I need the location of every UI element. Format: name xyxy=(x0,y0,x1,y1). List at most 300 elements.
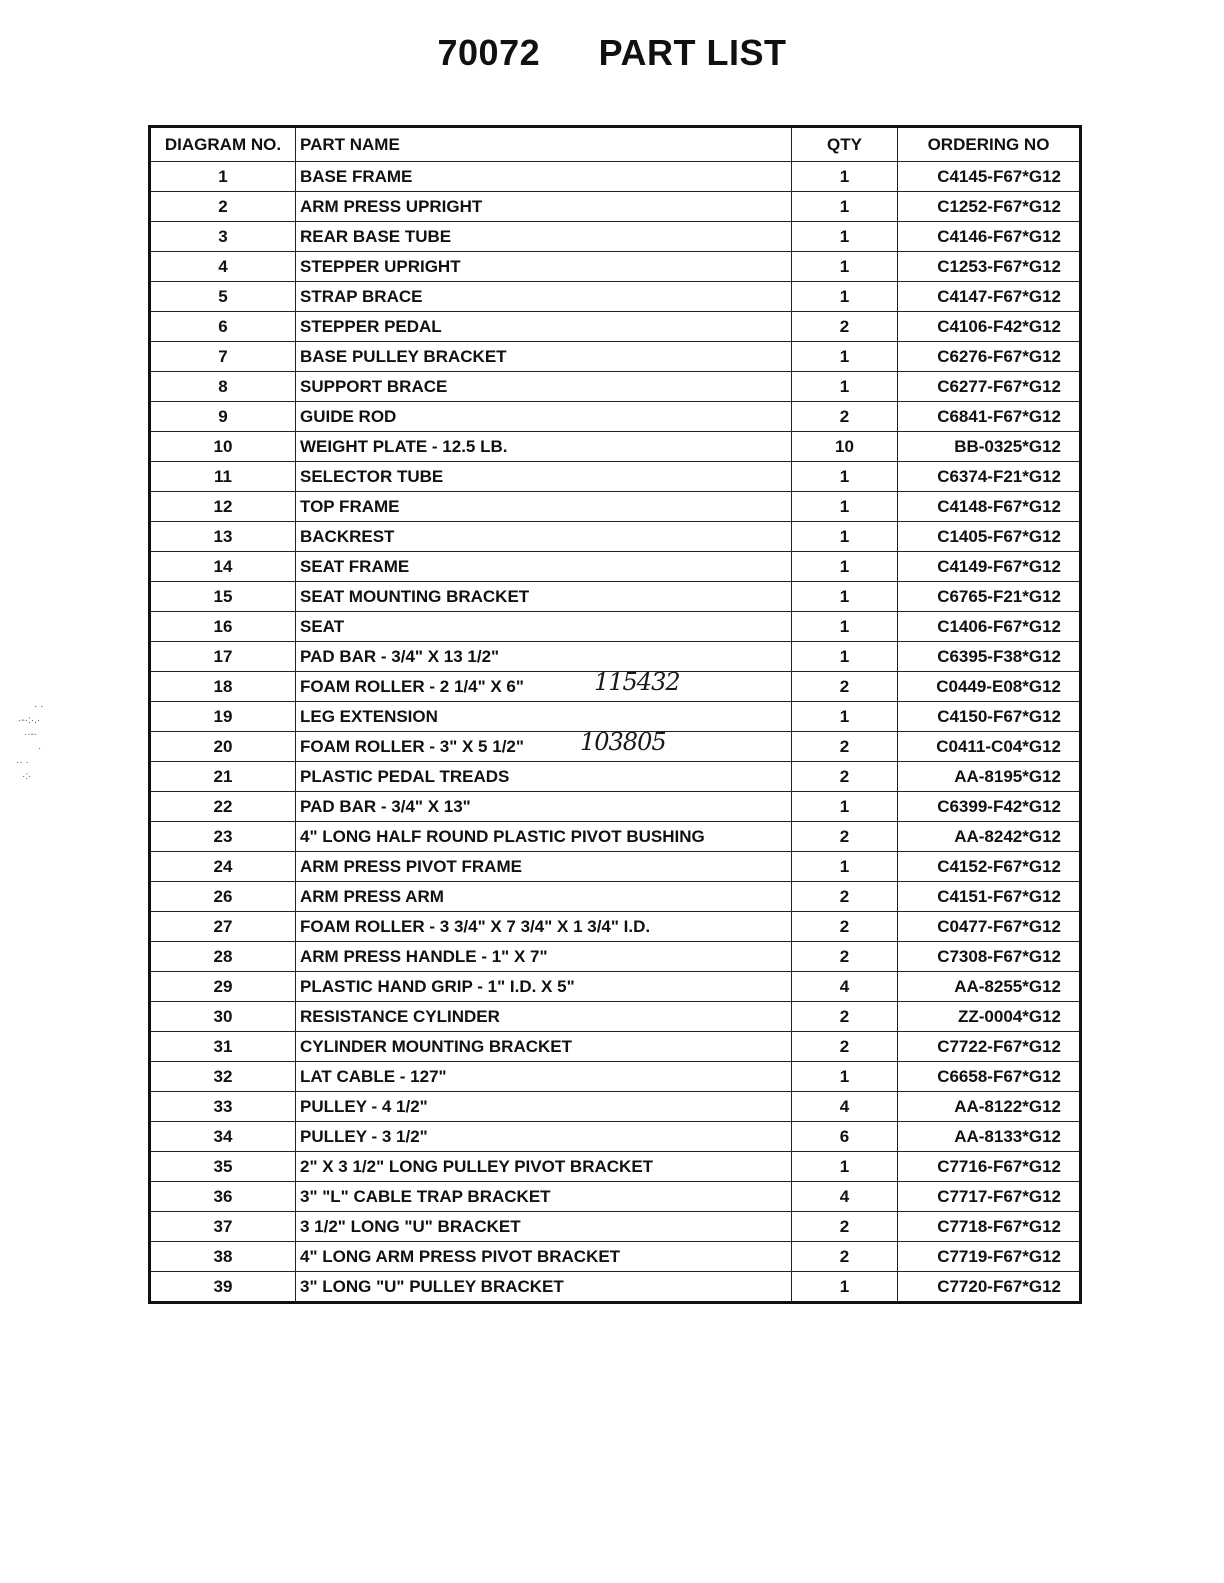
part-name-cell xyxy=(296,1002,792,1032)
qty-cell xyxy=(792,222,898,252)
part-name-cell xyxy=(296,1062,792,1092)
diagram-no-cell xyxy=(150,852,296,882)
table-row xyxy=(150,1242,1081,1272)
qty-cell xyxy=(792,1182,898,1212)
diagram-no-cell-text: 19 xyxy=(213,707,233,726)
diagram-no-cell-text: 36 xyxy=(213,1187,233,1206)
ordering-no-cell-text: C6765-F21*G12 xyxy=(937,587,1061,606)
part-name-cell-text: FOAM ROLLER - 3" X 5 1/2" xyxy=(300,737,524,756)
qty-cell xyxy=(792,312,898,342)
diagram-no-cell xyxy=(150,282,296,312)
diagram-no-cell xyxy=(150,882,296,912)
table-row xyxy=(150,822,1081,852)
ordering-no-cell xyxy=(898,672,1081,702)
qty-cell-text: 2 xyxy=(839,1247,850,1266)
diagram-no-cell-text: 22 xyxy=(213,797,233,816)
diagram-no-cell-text: 16 xyxy=(213,617,233,636)
diagram-no-cell-text: 11 xyxy=(214,467,232,486)
table-row xyxy=(150,282,1081,312)
qty-cell-text: 10 xyxy=(835,437,854,456)
ordering-no-cell-text: C1252-F67*G12 xyxy=(937,197,1061,216)
qty-cell-text: 1 xyxy=(839,467,850,486)
qty-cell xyxy=(792,432,898,462)
ordering-no-cell-text: C4150-F67*G12 xyxy=(937,707,1061,726)
ordering-no-cell-text: AA-8255*G12 xyxy=(954,977,1061,996)
part-name-cell xyxy=(296,668,792,702)
part-name-cell-text: STRAP BRACE xyxy=(300,287,423,306)
qty-cell xyxy=(792,1092,898,1122)
part-name-cell xyxy=(296,552,792,582)
diagram-no-cell xyxy=(150,432,296,462)
diagram-no-cell xyxy=(150,522,296,552)
ordering-no-cell-text: BB-0325*G12 xyxy=(954,437,1061,456)
ordering-no-cell-text: C6276-F67*G12 xyxy=(937,347,1061,366)
ordering-no-cell-text: C6277-F67*G12 xyxy=(937,377,1061,396)
diagram-no-cell-text: 30 xyxy=(213,1007,233,1026)
part-name-cell xyxy=(296,252,792,282)
ordering-no-cell-text: C0477-F67*G12 xyxy=(937,917,1061,936)
ordering-no-cell-text: C6374-F21*G12 xyxy=(937,467,1061,486)
part-name-cell-text: ARM PRESS UPRIGHT xyxy=(300,197,483,216)
table-row xyxy=(150,912,1081,942)
table-row xyxy=(150,582,1081,612)
qty-cell-text: 2 xyxy=(839,1037,850,1056)
ordering-no-cell xyxy=(898,612,1081,642)
diagram-no-cell xyxy=(150,1062,296,1092)
table-row xyxy=(150,1152,1081,1182)
ordering-no-cell xyxy=(898,642,1081,672)
scan-specks: · · ·-·:·.· ··-· · ·· · ·:· xyxy=(16,701,44,782)
part-name-cell-text: 4" LONG ARM PRESS PIVOT BRACKET xyxy=(300,1247,621,1266)
diagram-no-cell xyxy=(150,612,296,642)
part-name-cell-text: 2" X 3 1/2" LONG PULLEY PIVOT BRACKET xyxy=(300,1157,654,1176)
part-name-cell xyxy=(296,1122,792,1152)
qty-cell-text: 1 xyxy=(839,347,850,366)
ordering-no-cell xyxy=(898,852,1081,882)
part-name-cell-text: BACKREST xyxy=(300,527,395,546)
ordering-no-cell xyxy=(898,552,1081,582)
diagram-no-cell-text: 31 xyxy=(213,1037,233,1056)
diagram-no-cell-text: 8 xyxy=(218,377,228,396)
table-row xyxy=(150,762,1081,792)
qty-cell-text: 2 xyxy=(839,917,850,936)
ordering-no-cell xyxy=(898,912,1081,942)
ordering-no-cell xyxy=(898,1032,1081,1062)
ordering-no-cell-text: C7308-F67*G12 xyxy=(937,947,1061,966)
ordering-no-cell-text: C4106-F42*G12 xyxy=(937,317,1061,336)
ordering-no-cell-text: C4151-F67*G12 xyxy=(937,887,1061,906)
qty-cell-text: 6 xyxy=(839,1127,850,1146)
part-name-cell xyxy=(296,222,792,252)
table-row xyxy=(150,642,1081,672)
ordering-no-cell-text: ZZ-0004*G12 xyxy=(958,1007,1061,1026)
qty-cell xyxy=(792,612,898,642)
qty-cell-text: 1 xyxy=(839,227,850,246)
table-row xyxy=(150,1002,1081,1032)
diagram-no-cell-text: 39 xyxy=(213,1277,233,1296)
diagram-no-cell xyxy=(150,1272,296,1303)
qty-cell xyxy=(792,462,898,492)
model-number: 70072 xyxy=(437,32,541,73)
diagram-no-cell-text: 14 xyxy=(213,557,233,576)
part-name-cell xyxy=(296,162,792,192)
table-row xyxy=(150,612,1081,642)
part-name-cell-text: 4" LONG HALF ROUND PLASTIC PIVOT BUSHING xyxy=(300,827,705,846)
part-name-cell-text: RESISTANCE CYLINDER xyxy=(300,1007,500,1026)
part-name-cell-text: 3 1/2" LONG "U" BRACKET xyxy=(300,1217,521,1236)
part-name-cell-text: PULLEY - 3 1/2" xyxy=(300,1127,428,1146)
ordering-no-cell-text: C4147-F67*G12 xyxy=(937,287,1061,306)
part-name-cell xyxy=(296,1182,792,1212)
table-row xyxy=(150,492,1081,522)
ordering-no-cell xyxy=(898,1212,1081,1242)
qty-cell-text: 1 xyxy=(839,557,850,576)
diagram-no-cell-text: 21 xyxy=(213,767,233,786)
ordering-no-cell xyxy=(898,942,1081,972)
part-name-cell-text: FOAM ROLLER - 3 3/4" X 7 3/4" X 1 3/4" I.D. xyxy=(300,917,651,936)
qty-cell xyxy=(792,762,898,792)
diagram-no-cell xyxy=(150,162,296,192)
diagram-no-cell-text: 18 xyxy=(213,677,233,696)
qty-cell-text: 1 xyxy=(839,587,850,606)
diagram-no-cell xyxy=(150,252,296,282)
qty-cell xyxy=(792,522,898,552)
qty-cell-text: 4 xyxy=(839,1097,850,1116)
part-name-cell xyxy=(296,432,792,462)
qty-cell-text: 1 xyxy=(839,1157,850,1176)
part-name-cell xyxy=(296,822,792,852)
diagram-no-cell-text: 6 xyxy=(218,317,228,336)
handwritten-note: 103805 xyxy=(580,728,666,756)
diagram-no-cell-text: 23 xyxy=(213,827,233,846)
diagram-no-cell-text: 17 xyxy=(213,647,233,666)
ordering-no-cell-text: C7716-F67*G12 xyxy=(937,1157,1061,1176)
ordering-no-cell-text: C1405-F67*G12 xyxy=(937,527,1061,546)
qty-cell xyxy=(792,732,898,762)
table-row xyxy=(150,222,1081,252)
qty-cell xyxy=(792,792,898,822)
ordering-no-cell-text: C4152-F67*G12 xyxy=(937,857,1061,876)
qty-cell-text: 2 xyxy=(839,767,850,786)
ordering-no-cell-text: C1406-F67*G12 xyxy=(937,617,1061,636)
qty-cell-text: 2 xyxy=(839,947,850,966)
ordering-no-cell-text: C7719-F67*G12 xyxy=(937,1247,1061,1266)
diagram-no-cell xyxy=(150,1152,296,1182)
ordering-no-cell-text: AA-8133*G12 xyxy=(954,1127,1061,1146)
qty-cell xyxy=(792,252,898,282)
diagram-no-cell xyxy=(150,1092,296,1122)
table-row xyxy=(150,372,1081,402)
ordering-no-cell-text: C6395-F38*G12 xyxy=(937,647,1061,666)
qty-cell xyxy=(792,402,898,432)
diagram-no-cell xyxy=(150,762,296,792)
part-name-cell-text: BASE FRAME xyxy=(300,167,413,186)
table-row xyxy=(150,462,1081,492)
diagram-no-cell xyxy=(150,732,296,762)
diagram-no-cell xyxy=(150,582,296,612)
table-row xyxy=(150,672,1081,702)
part-name-cell xyxy=(296,1032,792,1062)
qty-cell-text: 1 xyxy=(839,707,850,726)
ordering-no-cell xyxy=(898,822,1081,852)
part-name-cell xyxy=(296,762,792,792)
diagram-no-cell-text: 13 xyxy=(213,527,233,546)
diagram-no-cell-text: 10 xyxy=(213,437,233,456)
table-row xyxy=(150,192,1081,222)
ordering-no-cell xyxy=(898,792,1081,822)
table-row xyxy=(150,1032,1081,1062)
ordering-no-cell-text: AA-8122*G12 xyxy=(954,1097,1061,1116)
qty-cell-text: 1 xyxy=(839,497,850,516)
part-name-cell xyxy=(296,728,792,762)
ordering-no-cell xyxy=(898,762,1081,792)
diagram-no-cell-text: 27 xyxy=(213,917,233,936)
qty-cell-text: 1 xyxy=(839,647,850,666)
part-name-cell xyxy=(296,462,792,492)
diagram-no-cell xyxy=(150,1212,296,1242)
qty-cell xyxy=(792,1272,898,1303)
qty-cell-text: 1 xyxy=(839,287,850,306)
ordering-no-cell-text: C4149-F67*G12 xyxy=(937,557,1061,576)
part-name-cell xyxy=(296,972,792,1002)
diagram-no-cell-text: 38 xyxy=(213,1247,233,1266)
table-row xyxy=(150,252,1081,282)
ordering-no-cell xyxy=(898,252,1081,282)
qty-cell-text: 1 xyxy=(839,197,850,216)
qty-cell-text: 2 xyxy=(839,407,850,426)
qty-cell-text: 2 xyxy=(839,887,850,906)
qty-cell xyxy=(792,852,898,882)
part-name-cell-text: BASE PULLEY BRACKET xyxy=(300,347,507,366)
ordering-no-cell-text: C6399-F42*G12 xyxy=(937,797,1061,816)
table-row xyxy=(150,732,1081,762)
ordering-no-cell xyxy=(898,582,1081,612)
table-row xyxy=(150,552,1081,582)
diagram-no-cell-text: 9 xyxy=(218,407,228,426)
ordering-no-cell xyxy=(898,192,1081,222)
diagram-no-cell xyxy=(150,1122,296,1152)
diagram-no-cell xyxy=(150,672,296,702)
table-row xyxy=(150,432,1081,462)
ordering-no-cell xyxy=(898,1002,1081,1032)
qty-cell-text: 1 xyxy=(839,257,850,276)
diagram-no-cell-text: 37 xyxy=(213,1217,233,1236)
qty-cell xyxy=(792,1032,898,1062)
handwritten-note: 115432 xyxy=(594,668,680,696)
qty-cell xyxy=(792,672,898,702)
qty-cell xyxy=(792,882,898,912)
part-name-cell xyxy=(296,582,792,612)
diagram-no-cell xyxy=(150,312,296,342)
page-title xyxy=(0,32,1224,74)
table-row xyxy=(150,1122,1081,1152)
ordering-no-cell xyxy=(898,972,1081,1002)
ordering-no-cell-text: C7717-F67*G12 xyxy=(937,1187,1061,1206)
diagram-no-cell xyxy=(150,1242,296,1272)
ordering-no-cell xyxy=(898,372,1081,402)
part-name-cell xyxy=(296,342,792,372)
ordering-no-cell xyxy=(898,522,1081,552)
part-name-cell-text: FOAM ROLLER - 2 1/4" X 6" xyxy=(300,677,524,696)
table-row xyxy=(150,1212,1081,1242)
qty-cell-text: 2 xyxy=(839,827,850,846)
qty-cell xyxy=(792,192,898,222)
part-name-cell xyxy=(296,282,792,312)
diagram-no-cell-text: 24 xyxy=(213,857,233,876)
table-row xyxy=(150,852,1081,882)
diagram-no-cell xyxy=(150,1182,296,1212)
table-header-row xyxy=(150,127,1081,162)
part-name-cell-text: PLASTIC HAND GRIP - 1" I.D. X 5" xyxy=(300,977,575,996)
qty-cell xyxy=(792,642,898,672)
qty-cell xyxy=(792,822,898,852)
ordering-no-cell xyxy=(898,1092,1081,1122)
part-name-cell-text: LAT CABLE - 127" xyxy=(300,1067,447,1086)
diagram-no-cell-text: 3 xyxy=(218,227,228,246)
diagram-no-cell-text: 4 xyxy=(218,257,228,276)
table-row xyxy=(150,1092,1081,1122)
qty-cell xyxy=(792,552,898,582)
diagram-no-cell xyxy=(150,972,296,1002)
ordering-no-cell xyxy=(898,162,1081,192)
diagram-no-cell xyxy=(150,1002,296,1032)
diagram-no-cell xyxy=(150,792,296,822)
part-name-cell-text: 3" LONG "U" PULLEY BRACKET xyxy=(300,1277,564,1296)
ordering-no-cell xyxy=(898,1062,1081,1092)
qty-cell xyxy=(792,372,898,402)
ordering-no-cell-text: C4145-F67*G12 xyxy=(937,167,1061,186)
part-name-cell-text: SEAT FRAME xyxy=(300,557,410,576)
part-name-cell-text: ARM PRESS HANDLE - 1" X 7" xyxy=(300,947,548,966)
ordering-no-cell xyxy=(898,342,1081,372)
part-name-cell xyxy=(296,492,792,522)
part-name-cell xyxy=(296,1272,792,1303)
diagram-no-cell xyxy=(150,912,296,942)
qty-cell xyxy=(792,282,898,312)
ordering-no-cell xyxy=(898,1242,1081,1272)
ordering-no-cell-text: AA-8242*G12 xyxy=(954,827,1061,846)
diagram-no-cell xyxy=(150,492,296,522)
table-row xyxy=(150,792,1081,822)
ordering-no-cell xyxy=(898,462,1081,492)
part-name-cell-text: SELECTOR TUBE xyxy=(300,467,444,486)
diagram-no-cell-text: 7 xyxy=(218,347,228,366)
diagram-no-cell-text: 35 xyxy=(213,1157,233,1176)
part-name-cell xyxy=(296,372,792,402)
qty-cell-text: 1 xyxy=(839,1277,850,1296)
part-name-cell-text: CYLINDER MOUNTING BRACKET xyxy=(300,1037,572,1056)
part-name-cell-text: GUIDE ROD xyxy=(300,407,397,426)
part-name-cell-text: ARM PRESS ARM xyxy=(300,887,444,906)
qty-cell xyxy=(792,1122,898,1152)
part-name-cell xyxy=(296,1092,792,1122)
qty-cell xyxy=(792,1242,898,1272)
part-name-cell-text: SEAT MOUNTING BRACKET xyxy=(300,587,530,606)
diagram-no-cell xyxy=(150,222,296,252)
parts-table xyxy=(148,125,1082,1304)
ordering-no-cell xyxy=(898,702,1081,732)
part-name-cell xyxy=(296,702,792,732)
qty-cell xyxy=(792,162,898,192)
table-row xyxy=(150,702,1081,732)
qty-cell xyxy=(792,702,898,732)
ordering-no-cell xyxy=(898,432,1081,462)
table-row xyxy=(150,942,1081,972)
ordering-no-cell-text: C7720-F67*G12 xyxy=(937,1277,1061,1296)
part-name-cell-text: WEIGHT PLATE - 12.5 LB. xyxy=(300,437,508,456)
qty-cell xyxy=(792,912,898,942)
diagram-no-cell xyxy=(150,552,296,582)
ordering-no-cell xyxy=(898,312,1081,342)
ordering-no-cell xyxy=(898,402,1081,432)
diagram-no-cell xyxy=(150,402,296,432)
diagram-no-cell xyxy=(150,462,296,492)
qty-cell-text: 4 xyxy=(839,977,850,996)
part-name-cell-text: SUPPORT BRACE xyxy=(300,377,448,396)
qty-cell xyxy=(792,582,898,612)
ordering-no-cell xyxy=(898,1182,1081,1212)
diagram-no-cell-text: 29 xyxy=(213,977,233,996)
qty-cell xyxy=(792,972,898,1002)
table-row xyxy=(150,162,1081,192)
header-ordering-no: ORDERING NO xyxy=(898,127,1081,162)
diagram-no-cell-text: 34 xyxy=(213,1127,233,1146)
part-name-cell xyxy=(296,522,792,552)
part-name-cell-text: PAD BAR - 3/4" X 13 1/2" xyxy=(300,647,500,666)
part-name-cell xyxy=(296,612,792,642)
part-name-cell-text: PULLEY - 4 1/2" xyxy=(300,1097,428,1116)
qty-cell-text: 1 xyxy=(839,527,850,546)
qty-cell-text: 4 xyxy=(839,1187,850,1206)
part-name-cell xyxy=(296,912,792,942)
part-name-cell-text: SEAT xyxy=(300,617,345,636)
part-name-cell-text: PLASTIC PEDAL TREADS xyxy=(300,767,510,786)
table-row xyxy=(150,1062,1081,1092)
qty-cell-text: 1 xyxy=(839,857,850,876)
diagram-no-cell-text: 12 xyxy=(213,497,233,516)
qty-cell-text: 2 xyxy=(839,1007,850,1026)
table-row xyxy=(150,312,1081,342)
header-qty: QTY xyxy=(792,127,898,162)
ordering-no-cell-text: C4146-F67*G12 xyxy=(937,227,1061,246)
diagram-no-cell xyxy=(150,1032,296,1062)
diagram-no-cell xyxy=(150,192,296,222)
ordering-no-cell-text: C7722-F67*G12 xyxy=(937,1037,1061,1056)
qty-cell-text: 1 xyxy=(839,377,850,396)
diagram-no-cell xyxy=(150,702,296,732)
qty-cell-text: 2 xyxy=(839,317,850,336)
qty-cell xyxy=(792,342,898,372)
diagram-no-cell xyxy=(150,642,296,672)
part-name-cell xyxy=(296,942,792,972)
ordering-no-cell xyxy=(898,492,1081,522)
part-name-cell xyxy=(296,792,792,822)
diagram-no-cell-text: 32 xyxy=(213,1067,233,1086)
part-name-cell-text: 3" "L" CABLE TRAP BRACKET xyxy=(300,1187,551,1206)
diagram-no-cell-text: 15 xyxy=(213,587,233,606)
ordering-no-cell-text: C0411-C04*G12 xyxy=(936,737,1061,756)
ordering-no-cell xyxy=(898,732,1081,762)
ordering-no-cell-text: C6658-F67*G12 xyxy=(937,1067,1061,1086)
qty-cell-text: 2 xyxy=(839,677,850,696)
ordering-no-cell xyxy=(898,222,1081,252)
diagram-no-cell-text: 28 xyxy=(213,947,233,966)
part-name-cell-text: LEG EXTENSION xyxy=(300,707,438,726)
part-name-cell xyxy=(296,1152,792,1182)
ordering-no-cell xyxy=(898,282,1081,312)
qty-cell-text: 1 xyxy=(839,617,850,636)
parts-table-body xyxy=(150,162,1081,1303)
